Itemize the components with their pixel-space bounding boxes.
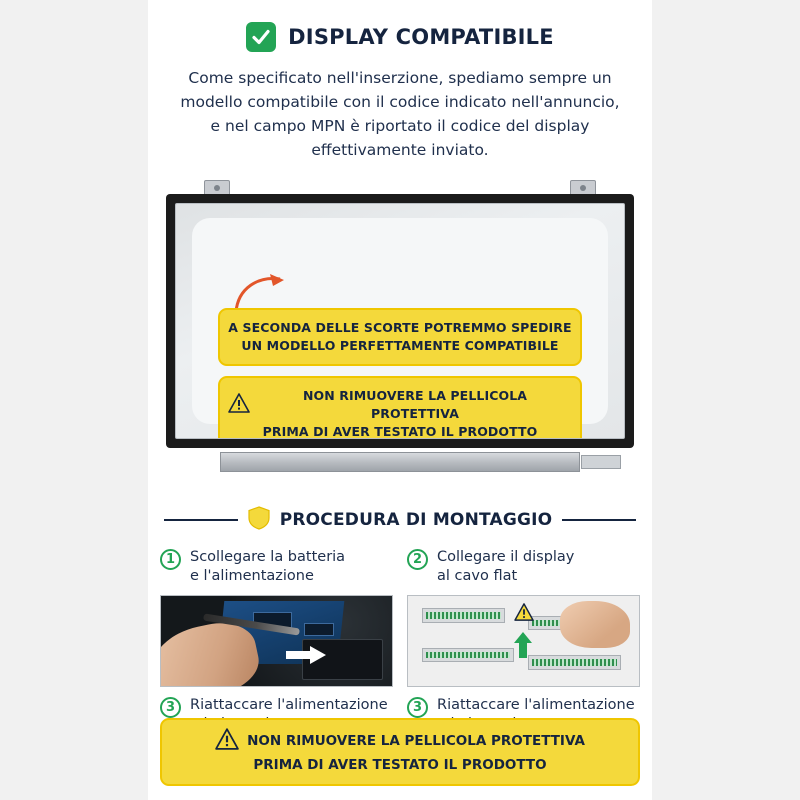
shield-icon [248, 506, 270, 534]
step-1-number: 1 [160, 549, 181, 570]
bottom-warning-line-2: PRIMA DI AVER TESTATO IL PRODOTTO [253, 757, 547, 774]
right-margin-band [652, 0, 800, 800]
intro-paragraph [164, 66, 636, 162]
chip-2 [304, 623, 334, 636]
procedure-steps [160, 548, 640, 733]
film-warning-line-2: PRIMA DI AVER TESTATO IL PRODOTTO [262, 424, 538, 440]
content-column [148, 0, 652, 800]
finger [560, 601, 629, 648]
page-title: DISPLAY COMPATIBILE [288, 25, 554, 49]
photo-flat-cable-connector [407, 595, 640, 687]
film-warning-line-1: NON RIMUOVERE LA PELLICOLA PROTETTIVA [302, 388, 528, 422]
divider-left [164, 519, 238, 521]
step-2-number: 2 [407, 549, 428, 570]
bottom-warning-banner [160, 718, 640, 786]
step-3-left-line-1: Riattaccare l'alimentazione [190, 696, 388, 713]
green-up-arrow-icon [514, 632, 532, 662]
steps-column-left [160, 548, 393, 733]
photo-laptop-internals [160, 595, 393, 687]
steps-column-right [407, 548, 640, 733]
intro-line-2: modello compatibile con il codice indicato nell'annuncio, [180, 93, 620, 112]
connector-bottom-right [528, 655, 620, 669]
step-3-left-number: 3 [160, 697, 181, 718]
film-warning-callout [218, 376, 582, 439]
left-margin-band [0, 0, 148, 800]
step-2-line-2: al cavo flat [437, 567, 518, 584]
bottom-warning-line-1: NON RIMUOVERE LA PELLICOLA PROTETTIVA [247, 733, 585, 750]
warning-triangle-icon-small [514, 603, 534, 625]
divider-right [562, 519, 636, 521]
compatibility-callout-line-2: UN MODELLO PERFETTAMENTE COMPATIBILE [241, 338, 559, 354]
intro-line-4: effettivamente inviato. [311, 141, 489, 160]
display-illustration [166, 180, 634, 480]
step-1-line-1: Scollegare la batteria [190, 549, 346, 566]
step-1-line-2: e l'alimentazione [190, 567, 314, 584]
procedure-title: PROCEDURA DI MONTAGGIO [279, 510, 553, 531]
intro-line-3: e nel campo MPN è riportato il codice del display [210, 117, 590, 136]
step-2-line-1: Collegare il display [437, 549, 575, 566]
compatibility-callout [218, 308, 582, 366]
step-1-text [190, 548, 345, 586]
step-3-right-line-1: Riattaccare l'alimentazione [437, 696, 635, 713]
compatibility-callout-line-1: A SECONDA DELLE SCORTE POTREMMO SPEDIRE [228, 320, 572, 336]
header [160, 22, 640, 52]
connector-top-left [422, 608, 505, 622]
procedure-heading [164, 506, 636, 534]
warning-triangle-icon-bottom [215, 728, 239, 757]
check-icon [246, 22, 276, 52]
intro-line-1: Come specificato nell'inserzione, spediamo sempre un [188, 69, 612, 87]
panel-connector-tab [581, 455, 621, 469]
step-1 [160, 548, 393, 586]
lcd-screen-surface [175, 203, 625, 439]
connector-bottom-left [422, 648, 514, 662]
step-2 [407, 548, 640, 586]
step-3-right-number: 3 [407, 697, 428, 718]
panel-bottom-strip [220, 452, 580, 472]
lcd-panel [166, 194, 634, 448]
warning-triangle-icon [228, 393, 250, 418]
white-arrow-icon [286, 646, 326, 668]
step-2-text [437, 548, 574, 586]
